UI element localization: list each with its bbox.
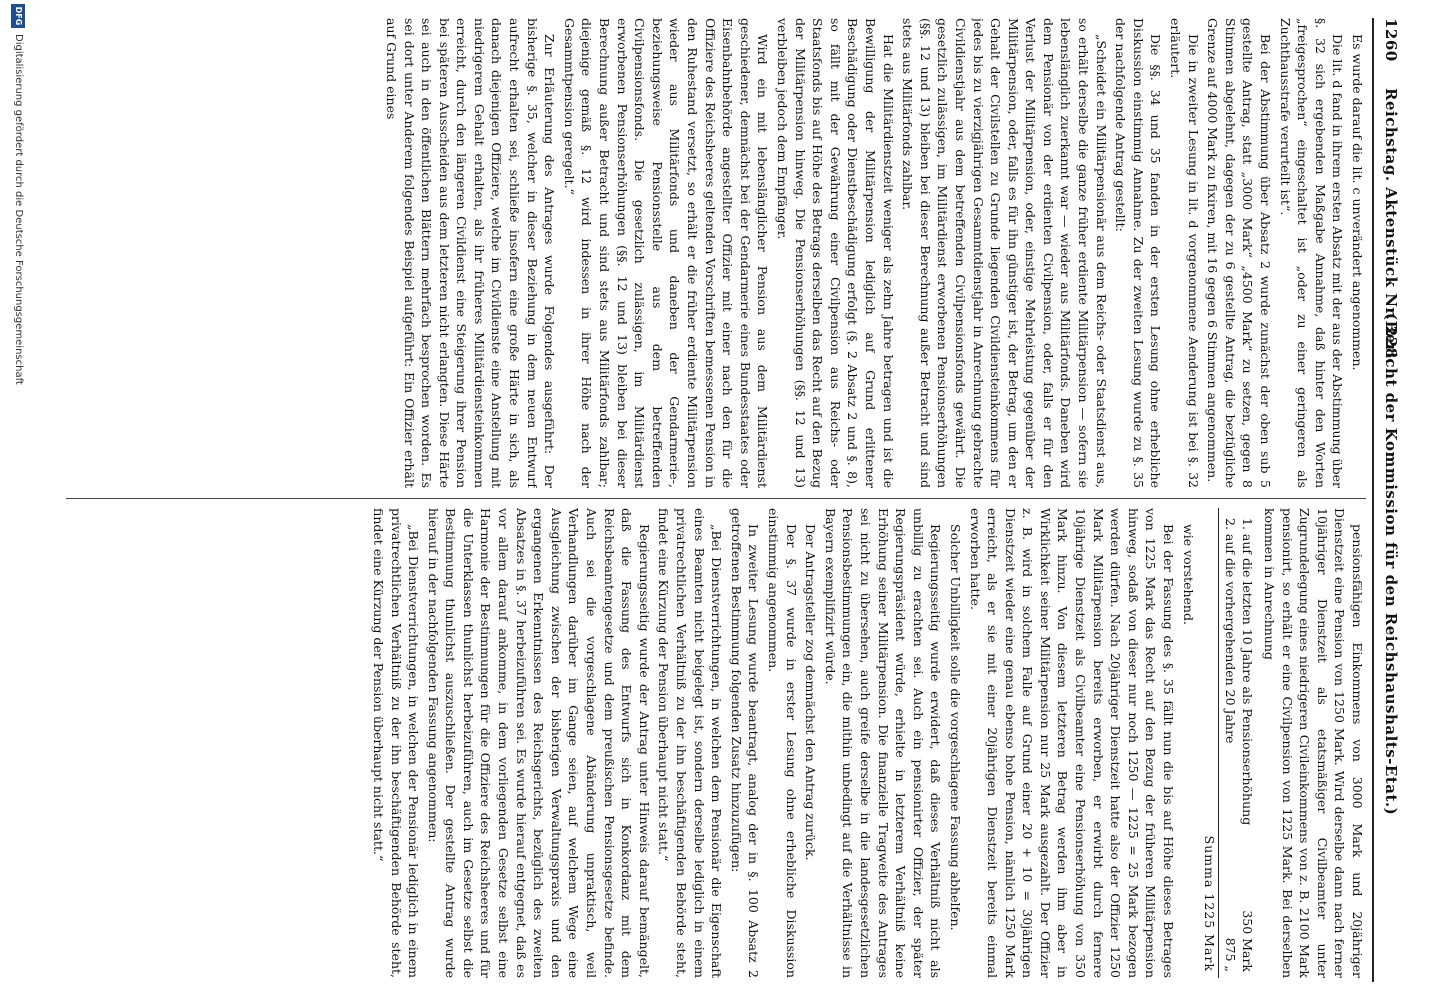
- paragraph: Der Antragsteller zog demnächst den Antrag zurück.: [803, 524, 819, 861]
- tally-value: 350 Mark: [1240, 910, 1256, 972]
- paragraph: „Bei Dienstverrichtungen, in welchen dem Pensionär die Eigenschaft eines Beamten nicht beigelegt ist, sondern derselbe lediglich in einem privatrechtlichen Verhältniß zu der ihn beschäftigenden Behörde steht, findet eine Kürzung der Pension überhaupt nicht statt.“: [656, 508, 725, 978]
- paragraph: wie vorstehend.: [1180, 524, 1196, 625]
- header-title: Reichstag. Aktenstück Nr. 228.: [1382, 88, 1400, 365]
- text-column-left: [66, 18, 1366, 488]
- paragraph: Hat die Militärdienstzeit weniger als zehn Jahre betragen und ist die Bewilligung der Militärpension lediglich auf Grund erlittener Beschädigung oder Dienstbeschädigung erfolgt (§. 2 Absatz 2 und §. 8), so fällt mit der Gewährung einer Civilpension aus Reichs- oder Staatsfonds bis auf Höhe des Betrags derselben das Recht auf den Bezug der Militärpension hinweg. Die Pensionserhöhungen (§§. 12 und 13) verbleiben jedoch dem Empfänger.: [775, 18, 896, 488]
- paragraph: Der §. 37 wurde in erster Lesung ohne erhebliche Diskussion einstimmig angenommen.: [766, 508, 799, 978]
- digitization-note: Digitalisierung gefördert durch die Deutsche Forschungsgemeinschaft: [13, 34, 24, 385]
- column-right-top: [1260, 508, 1366, 978]
- paragraph: Zur Erläuterung des Antrages wurde Folgendes ausgeführt: Der bisherige §. 35, welcher in dieser Beziehung in dem neuen Entwurf aufrecht erhalten sei, schließe insofern eine große Härte in sich, als danach diejenigen Offiziere, welche im Civildienste eine Anstellung mit niedrigerem Gehalt erhalten, als ihr früheres Militärdiensteinkommen erreicht, durch den längeren Civildienst eine Steigerung ihrer Pension bei späteren Ausscheiden aus dem letzteren nicht erlangten. Diese Härte sei auch in den öffentlichen Blättern mehrfach besprochen worden. Es sei dort unter Anderem folgendes Beispiel aufgeführt: Ein Offizier erhält auf Grund eines: [383, 18, 558, 488]
- paragraph: In zweiter Lesung wurde beantragt, analog der in §. 100 Absatz 2 getroffenen Bestimmung folgenden Zusatz hinzuzufügen:: [728, 508, 762, 978]
- paragraph: pensionsfähigen Einkommens von 3000 Mark und 20jähriger Dienstzeit eine Pension von 1250 Mark. Wird derselbe dann nach ferner 10jähriger Dienstzeit als etatsmäßiger Civilbeamter unter Zugrundelegung eines niedrigeren Civileinkommens von z. B. 2100 Mark pensionirt, so erhält er eine Civilpension von 1225 Mark. Bei derselben kommen in Anrechnung: [1262, 508, 1365, 978]
- paragraph: Es wurde darauf die lit. c unverändert angenommen.: [1350, 34, 1365, 371]
- tally-row: [1239, 508, 1257, 978]
- tally-value: 875 „: [1222, 937, 1238, 972]
- running-header: [1372, 18, 1400, 982]
- paragraph: Die §§. 34 und 35 fanden in der ersten Lesung ohne erhebliche Diskussion einstimmig Annahme. Zu der zweiten Lesung wurde zu §. 35 der nachfolgende Antrag gestellt:: [1113, 18, 1164, 488]
- paragraph: Die lit. d fand in ihrem ersten Absatz mit der aus der Abstimmung über §. 32 sich ergebenden Maßgabe Annahme, daß hinter den Worten „freigesprochen“ eingeschaltet ist „oder zu einer geringeren als Zuchthausstrafe verurteilt ist“.: [1277, 18, 1346, 488]
- paragraph: Wird ein mit lebenslänglicher Pension aus dem Militärdienst geschiedener, demnächst bei der Gendarmerie eines Bundesstaates oder Eisenbahnbehörde angestellter Offizier mit einer nach den für die Offiziere des Reichsheeres geltenden Vorschriften bemessenen Pension in den Ruhestand versetzt, so erhält er die früher erdiente Militärpension wieder aus Militärfonds und daneben der Gendarmerie-, beziehungsweise Pensionsstelle aus dem betreffenden Civilpensionsfonds. Die gesetzlich zulässigen, im Militärdienst erworbenen Pensionserhöhungen (§§. 12 und 13) bleiben bei dieser Berechnung außer Betracht und sind stets aus Militärfonds zahlbar; diejenige gemäß §. 12 wird indessen in ihrer Höhe nach der Gesammtpension geregelt.“: [561, 18, 771, 488]
- paragraph: „Scheidet ein Militärpensionär aus dem Reichs- oder Staatsdienst aus, so erhält derselbe die ganze früher erdiente Militärpension — sofern sie lebenslänglich zuerkannt war — wieder aus Militärfonds. Daneben wird dem Pensionär von der erdienten Civilpension, oder, falls er für den Verlust der Militärpension, oder, einstige Mehrleistung gegenüber der Militärpension, oder, falls es für ihn günstiger ist, der Betrag, um den er Gehalt der Civilstellen zu Grunde liegenden Civildiensteinkommens für jedes bis zu vierzigjährigen Gesammtdienstjahr in Anrechnung gebrachte Civildienstjahr aus dem betreffenden Civilpensionsfonds gewährt. Die gesetzlich zulässigen, im Militärdienst erworbenen Pensionserhöhungen (§§. 12 und 13) bleiben bei dieser Berechnung außer Betracht und sind stets aus Militärfonds zahlbar.: [900, 18, 1109, 488]
- digitization-footer: [6, 0, 28, 1000]
- paragraph: Solcher Unbilligkeit solle die vorgeschlagene Fassung abhelfen.: [947, 524, 963, 931]
- column-right-bottom: [369, 508, 1196, 978]
- tally-sum: Summa 1225 Mark: [1201, 508, 1220, 978]
- tally-label: 1. auf die letzten 10 Jahre als Pensionserhöhung: [1240, 518, 1256, 826]
- header-rule: [1372, 18, 1374, 982]
- tally-row: [1221, 508, 1239, 978]
- paragraph: Bei der Abstimmung über Absatz 2 wurde zunächst der oben sub 5 gestellte Antrag, statt „3000 Mark“ „4500 Mark“ zu setzen, gegen 8 Stimmen abgelehnt, dagegen der zu 6 gestellte Antrag, die beztügliche Grenze auf 4000 Mark zu fixiren, mit 16 gegen 6 Stimmen angenommen.: [1205, 18, 1274, 488]
- tally-label: 2. auf die vorhergehenden 20 Jahre: [1222, 518, 1238, 744]
- paragraph: Die in zweiter Lesung in lit. d vorgenommene Aenderung ist bei §. 32 erläutert.: [1168, 18, 1201, 488]
- header-subtitle: (Bericht der Kommission für den Reichshaushalts-Etat.): [1382, 313, 1400, 816]
- column-divider: [66, 498, 1366, 499]
- dfg-logo-icon: DFG: [11, 4, 25, 28]
- paragraph: „Bei Dienstverrichtungen, in welchen der Pensionär lediglich in einem privatrechtlichen Verhältniß zu der ihn beschäftigenden Behörde steht, findet eine Kürzung der Pension überhaupt nicht statt.“: [370, 508, 422, 978]
- page-number: 1260: [1382, 18, 1400, 62]
- paragraph: Regierungsseitig wurde der Antrag unter Hinweis darauf bemängelt, daß die Fassung des Entwurfs sich in Konkordanz mit dem Reichsbeamtengesetze und dem preußischen Pensionsgesetze befinde. Auch sei die vorgeschlagene Abänderung unpraktisch, weil Verhandlungen darüber im Gange seien, auf welchem Wege eine Ausgleichung zwischen der bisherigen Verwaltungspraxis und den ergangenen Erkenntnissen des Reichsgerichts, bezüglich des zweiten Absatzes in §. 37 herbeizuführen sei. Es wurde hierauf entgegnet, daß es vor allem darauf ankomme, in dem vorliegenden Gesetze selbst eine Harmonie der Bestimmungen für die Offiziere des Reichsheeres und für die Unterklassen thunlichst herbeizuführen, auch im Gesetze selbst die Bestimmung thunlichst auszuschließen. Der gestellte Antrag wurde hierauf in der nachfolgenden Fassung angenommen:: [425, 508, 652, 978]
- text-column-right: [66, 508, 1366, 978]
- pension-tally: [1201, 508, 1257, 978]
- paragraph: Bei der Fassung des §. 35 fällt nun die bis auf Höhe dieses Betrages von 1225 Mark das Recht auf den Bezug der früheren Militärpension hinweg, sodaß von dieser nur noch 1250 — 1225 = 25 Mark bezogen werden dürfen. Nach 20jähriger Dienstzeit hatte also der Offizier 1250 Mark Militärpension bereits erworben, er erwirbt durch fernere 10jährige Dienstzeit als Civilbeamter eine Pensionserhöhung von 350 Mark hinzu. Von diesem letzteren Betrag werden ihm aber in Wirklichkeit seiner Militärpension nur 25 Mark ausgezahlt. Der Offizier z. B. wird in solchem Falle auf Grund einer 20 + 10 = 30jährigen Dienstzeit wieder eine genau ebenso hohe Pension, nämlich 1250 Mark erreicht, als er sie mit einer 20jährigen Dienstzeit bereits einmal erworben hatte.: [967, 508, 1177, 978]
- paragraph: Regierungsseitig wurde erwidert, daß dieses Verhältniß nicht als unbillig zu erachten sei. Auch ein pensionirter Offizier, der später Regierungspräsident würde, erhielte in letzterem Verhältniß keine Erhöhung seiner Militärpension. Die finanzielle Tragweite des Antrages sei nicht zu übersehen, auch greife derselbe in die landesgesetzlichen Pensionsbestimmungen ein, die mithin unbedingt auf die Verhältnisse in Bayern exemplifizirt würde.: [822, 508, 944, 978]
